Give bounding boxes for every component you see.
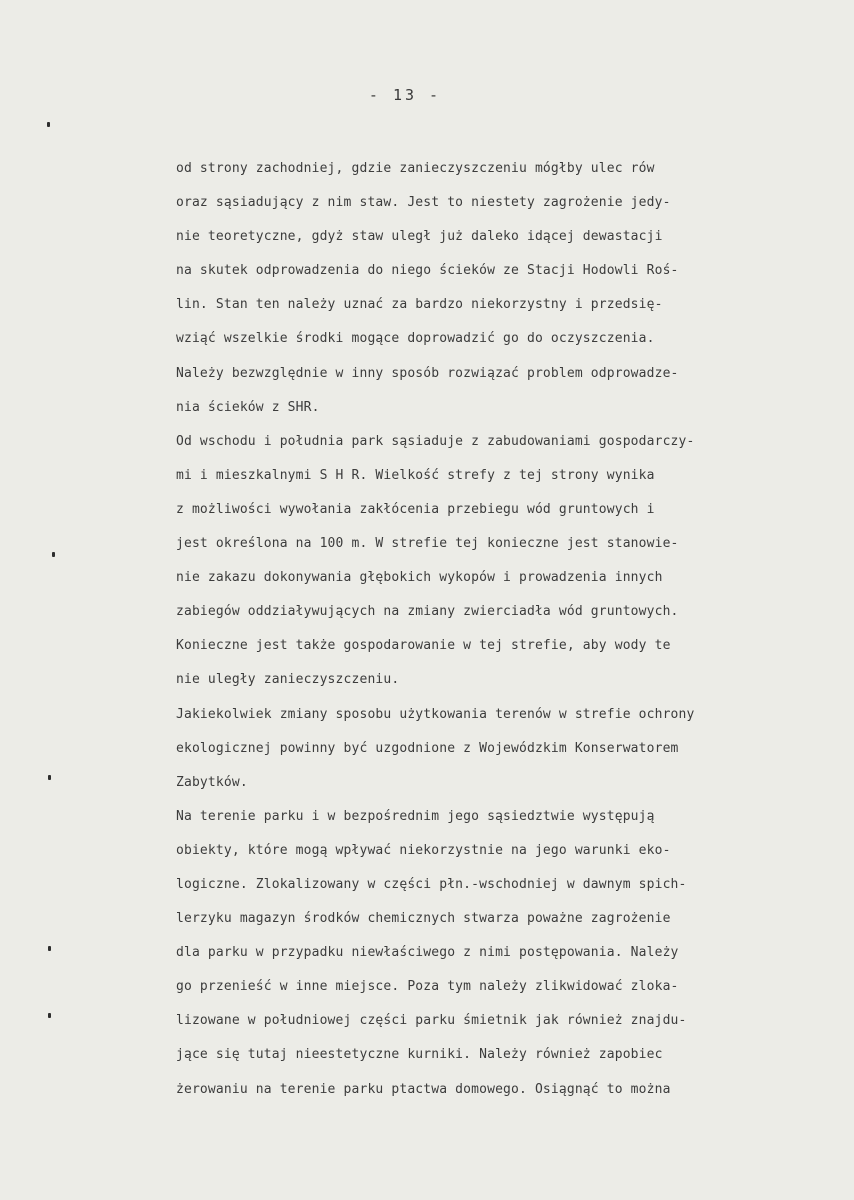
body-text bbox=[176, 152, 854, 1107]
text-line: zabiegów oddziaływujących na zmiany zwierciadła wód gruntowych. bbox=[176, 604, 679, 620]
text-line: dla parku w przypadku niewłaściwego z nimi postępowania. Należy bbox=[176, 945, 679, 961]
text-line: ekologicznej powinny być uzgodnione z Wojewódzkim Konserwatorem bbox=[176, 740, 679, 756]
text-line: lizowane w południowej części parku śmietnik jak również znajdu- bbox=[176, 1013, 687, 1029]
text-line: jest określona na 100 m. W strefie tej konieczne jest stanowie- bbox=[176, 536, 679, 552]
margin-mark bbox=[48, 775, 51, 780]
text-line: Od wschodu i południa park sąsiaduje z zabudowaniami gospodarczy- bbox=[176, 433, 695, 449]
text-line: z możliwości wywołania zakłócenia przebiegu wód gruntowych i bbox=[176, 501, 655, 517]
text-line: wziąć wszelkie środki mogące doprowadzić go do oczyszczenia. bbox=[176, 331, 655, 347]
text-line: lerzyku magazyn środków chemicznych stwarza poważne zagrożenie bbox=[176, 911, 671, 927]
text-line: Zabytków. bbox=[176, 774, 248, 790]
page-number: - 13 - bbox=[368, 86, 442, 104]
text-line: oraz sąsiadujący z nim staw. Jest to niestety zagrożenie jedy- bbox=[176, 195, 671, 211]
text-line: lin. Stan ten należy uznać za bardzo niekorzystny i przedsię- bbox=[176, 297, 663, 313]
text-line: obiekty, które mogą wpływać niekorzystnie na jego warunki eko- bbox=[176, 842, 671, 858]
text-line: mi i mieszkalnymi S H R. Wielkość strefy z tej strony wynika bbox=[176, 467, 655, 483]
text-line: logiczne. Zlokalizowany w części płn.-wschodniej w dawnym spich- bbox=[176, 876, 687, 892]
text-line: Konieczne jest także gospodarowanie w tej strefie, aby wody te bbox=[176, 638, 671, 654]
margin-mark bbox=[52, 552, 55, 557]
text-line: nie uległy zanieczyszczeniu. bbox=[176, 672, 400, 688]
margin-mark bbox=[48, 946, 51, 951]
text-line: nie zakazu dokonywania głębokich wykopów i prowadzenia innych bbox=[176, 570, 663, 586]
margin-mark bbox=[47, 122, 50, 127]
text-line: żerowaniu na terenie parku ptactwa domowego. Osiągnąć to można bbox=[176, 1081, 671, 1097]
text-line: od strony zachodniej, gdzie zanieczyszczeniu mógłby ulec rów bbox=[176, 161, 655, 176]
text-line: Należy bezwzględnie w inny sposób rozwiązać problem odprowadze- bbox=[176, 365, 679, 381]
text-line: na skutek odprowadzenia do niego ścieków ze Stacji Hodowli Roś- bbox=[176, 263, 679, 279]
text-line: Jakiekolwiek zmiany sposobu użytkowania terenów w strefie ochrony bbox=[176, 706, 695, 722]
text-line: Na terenie parku i w bezpośrednim jego sąsiedztwie występują bbox=[176, 808, 655, 824]
text-line: nie teoretyczne, gdyż staw uległ już daleko idącej dewastacji bbox=[176, 229, 663, 245]
margin-mark bbox=[48, 1013, 51, 1018]
text-line: jące się tutaj nieestetyczne kurniki. Należy również zapobiec bbox=[176, 1047, 663, 1063]
text-line: nia ścieków z SHR. bbox=[176, 399, 320, 415]
text-line: go przenieść w inne miejsce. Poza tym należy zlikwidować zloka- bbox=[176, 979, 679, 995]
